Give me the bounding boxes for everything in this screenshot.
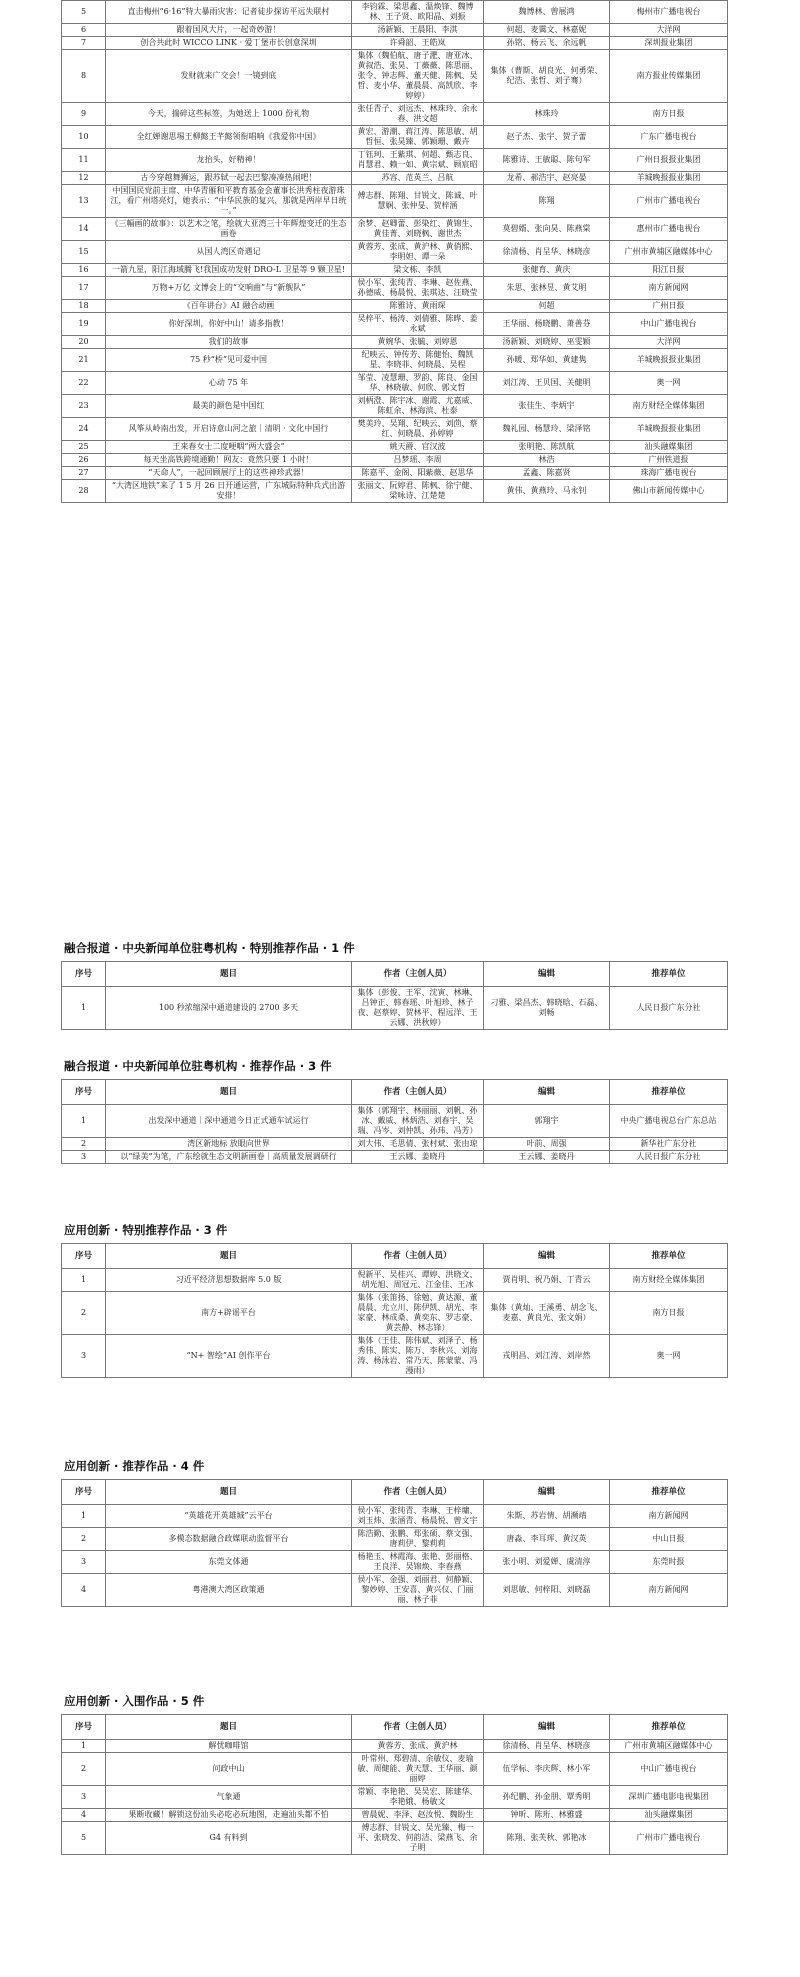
cell-title: 习近平经济思想数据库 5.0 版 <box>106 1269 352 1292</box>
cell-title: 中国国民党前主席、中华青雁和平教育基金会董事长洪秀柱夜游珠江，看广州塔亮灯，她表示：“中华民族的复兴，那就是两岸早日统一。” <box>106 185 352 218</box>
cell-author: 姚天爵、官汉波 <box>352 441 484 454</box>
cell-unit: 南方财经全媒体集团 <box>610 1269 728 1292</box>
table-row <box>62 126 728 149</box>
cell-author: 侯小军、张纯青、李琳、赵佐燕、孙德威、杨晨悦、张琪达、汪晓莹 <box>352 277 484 300</box>
table-row <box>62 1753 728 1786</box>
cell-editor: 孙铭、杨云飞、余远帆 <box>484 37 610 50</box>
cell-author: 张任青子、刘远杰、林珠玲、余永春、洪文超 <box>352 103 484 126</box>
cell-title: 我们的故事 <box>106 336 352 349</box>
cell-author: 陈嘉平、金阁、阳紫薇、赵思华 <box>352 467 484 480</box>
cell-author: 叶常州、郑碧清、余敏仪、麦瑜敏、周健能、黄天慧、王华丽、颜丽婷 <box>352 1753 484 1786</box>
table-row <box>62 1505 728 1528</box>
cell-title: 湾区新地标 放眼向世界 <box>106 1138 352 1151</box>
cell-editor: 张佳生、李炳宇 <box>484 395 610 418</box>
column-header: 序号 <box>62 962 106 987</box>
section-title: 融合报道 · 中央新闻单位驻粤机构 · 推荐作品 · 3 件 <box>64 1059 332 1073</box>
table-row <box>62 1151 728 1164</box>
cell-number: 4 <box>62 1574 106 1607</box>
section-title: 应用创新 · 特别推荐作品 · 3 件 <box>64 1223 228 1237</box>
section-title: 应用创新 · 推荐作品 · 4 件 <box>64 1459 205 1473</box>
table-row <box>62 24 728 37</box>
table-header-row <box>62 1480 728 1505</box>
cell-title: 今天，揣碎这些标签，为她送上 1000 份礼物 <box>106 103 352 126</box>
cell-editor: 孟鑫、陈嘉贤 <box>484 467 610 480</box>
column-header: 推荐单位 <box>610 1080 728 1105</box>
cell-editor: 黄伟、黄燕玲、马永钊 <box>484 480 610 503</box>
cell-editor: 唐淼、李耳珲、黄汉英 <box>484 1528 610 1551</box>
table-row <box>62 349 728 372</box>
cell-unit: 人民日报广东分社 <box>610 1151 728 1164</box>
cell-unit: 广州市黄埔区融媒体中心 <box>610 241 728 264</box>
cell-editor: 何超、麦霭文、林嘉妮 <box>484 24 610 37</box>
cell-unit: 大洋网 <box>610 336 728 349</box>
table-row <box>62 1786 728 1809</box>
cell-author: 纪映云、钟传芳、陈健怡、魏凯星、李晓菲、何晓晨、吴程 <box>352 349 484 372</box>
cell-number: 12 <box>62 172 106 185</box>
cell-title: 100 秒浓缩深中通道建设的 2700 多天 <box>106 987 352 1030</box>
cell-unit: 广州日报 <box>610 300 728 313</box>
table-row <box>62 1551 728 1574</box>
cell-number: 17 <box>62 277 106 300</box>
column-header: 编辑 <box>484 1715 610 1740</box>
cell-unit: 广东广播电视台 <box>610 126 728 149</box>
cell-editor: 林浩 <box>484 454 610 467</box>
cell-number: 13 <box>62 185 106 218</box>
cell-editor: 郭翔宇 <box>484 1105 610 1138</box>
cell-number: 11 <box>62 149 106 172</box>
cell-author: 许舜韶、王皓岚 <box>352 37 484 50</box>
cell-editor: 莫碧婿、张向昊、陈燕棠 <box>484 218 610 241</box>
cell-unit: 中山广播电视台 <box>610 1753 728 1786</box>
cell-unit: 汕头融媒集团 <box>610 1809 728 1822</box>
cell-editor: 朱思、张林昱、黄艾明 <box>484 277 610 300</box>
cell-number: 26 <box>62 454 106 467</box>
column-header: 作者（主创人员） <box>352 1715 484 1740</box>
cell-author: 集体（张笛扬、徐勉、黄达源、董晨晨、尤立川、陈伊凯、胡光、李家豪、林成桑、黄奕东、罗志豪、黄芸静、林志锋） <box>352 1292 484 1335</box>
cell-author: 丁钰珂、王紫琪、何超、甄志良、肖慧君、赖一如、黄宗斌、顾宸昭 <box>352 149 484 172</box>
cell-title: 直击梅州“6·16”特大暴雨灾害：记者徒步探访平远失联村 <box>106 1 352 24</box>
table-row <box>62 336 728 349</box>
cell-number: 1 <box>62 987 106 1030</box>
column-header: 序号 <box>62 1244 106 1269</box>
cell-editor: 戎明昌、刘江涛、刘岸然 <box>484 1335 610 1378</box>
cell-unit: 中山日报 <box>610 1528 728 1551</box>
cell-title: 以“绿美”为笔，广东绘就生态文明新画卷｜高质量发展调研行 <box>106 1151 352 1164</box>
cell-number: 1 <box>62 1505 106 1528</box>
table-row <box>62 418 728 441</box>
cell-title: G4 有料到 <box>106 1822 352 1855</box>
cell-unit: 广州市黄埔区融媒体中心 <box>610 1740 728 1753</box>
table-row <box>62 1822 728 1855</box>
cell-author: 侯小军、张纯青、李琳、王梓墉、刘玉炜、张涵青、杨晨悦、曾文宇 <box>352 1505 484 1528</box>
cell-unit: 阳江日报 <box>610 264 728 277</box>
cell-unit: 羊城晚报报业集团 <box>610 349 728 372</box>
cell-title: 东莞文体通 <box>106 1551 352 1574</box>
cell-number: 4 <box>62 1809 106 1822</box>
cell-editor: 陈雅诗、王敏聪、陈句军 <box>484 149 610 172</box>
table-row <box>62 467 728 480</box>
cell-editor: 何超 <box>484 300 610 313</box>
cell-unit: 珠海广播电视台 <box>610 467 728 480</box>
cell-number: 27 <box>62 467 106 480</box>
table-row <box>62 277 728 300</box>
cell-editor: 徐清杨、肖呈华、林晓彦 <box>484 241 610 264</box>
cell-editor: 孙暖、郑华如、黄建隽 <box>484 349 610 372</box>
cell-author: 汤新颖、王晨阳、李淇 <box>352 24 484 37</box>
table-row <box>62 1574 728 1607</box>
cell-unit: 梅州市广播电视台 <box>610 1 728 24</box>
cell-unit: 南方报业传媒集团 <box>610 50 728 103</box>
cell-author: 李钧霖、梁思鑫、温焕锋、魏博林、王子贤、欧阳晶、刘振 <box>352 1 484 24</box>
cell-unit: 广州日报报业集团 <box>610 149 728 172</box>
cell-author: 黄婉华、张毓、刘婷恩 <box>352 336 484 349</box>
section-table <box>61 1714 728 1855</box>
cell-editor: 徐清杨、肖呈华、林晓彦 <box>484 1740 610 1753</box>
cell-author: 集体（郭翔宇、林丽丽、刘帆、孙冰、戴威、林炳浩、刘春宇、吴瑞、冯岑、刘仲凯、孙玮、冯芳） <box>352 1105 484 1138</box>
cell-editor: 赵子杰、张宇、贺子蕾 <box>484 126 610 149</box>
cell-author: 王云娜、姜晓丹 <box>352 1151 484 1164</box>
cell-number: 9 <box>62 103 106 126</box>
cell-author: 刘柄澄、陈宇冰、谢霞、尤嘉威、陈虹余、林海滨、杜泰 <box>352 395 484 418</box>
table-row <box>62 149 728 172</box>
cell-title: “天命人”，一起回顾展厅上的这些神珍武器！ <box>106 467 352 480</box>
cell-editor: 林珠玲 <box>484 103 610 126</box>
table-row <box>62 300 728 313</box>
column-header: 编辑 <box>484 1080 610 1105</box>
cell-unit: 南方日报 <box>610 103 728 126</box>
cell-number: 19 <box>62 313 106 336</box>
cell-title: 多模态数据融合政媒联动监督平台 <box>106 1528 352 1551</box>
cell-title: 龙抬头，好精神！ <box>106 149 352 172</box>
cell-author: 集体（彭俊、王军、沈寅、林琳、吕钟正、韩春瑶、叶旭珍、林子夜、赵蔡婷、贺林平、程远洋、王云娜、洪秋婷） <box>352 987 484 1030</box>
cell-editor: 朱斯、苏岩情、胡濒靖 <box>484 1505 610 1528</box>
column-header: 推荐单位 <box>610 1715 728 1740</box>
cell-number: 3 <box>62 1151 106 1164</box>
cell-title: 气象通 <box>106 1786 352 1809</box>
cell-editor: 张小明、刘爱婵、虞清淳 <box>484 1551 610 1574</box>
table-row <box>62 441 728 454</box>
cell-unit: 奥一网 <box>610 1335 728 1378</box>
cell-unit: 广州市广播电视台 <box>610 1822 728 1855</box>
section-table <box>61 1079 728 1164</box>
cell-number: 3 <box>62 1786 106 1809</box>
table-header-row <box>62 1244 728 1269</box>
cell-number: 2 <box>62 1138 106 1151</box>
cell-number: 6 <box>62 24 106 37</box>
table-row <box>62 480 728 503</box>
cell-unit: 深圳广播电影电视集团 <box>610 1786 728 1809</box>
section-title: 融合报道 · 中央新闻单位驻粤机构 · 特别推荐作品 · 1 件 <box>64 941 355 955</box>
cell-number: 28 <box>62 480 106 503</box>
cell-author: 集体（魏伯航、唐子淝、唐亚冰、黄叙浩、张昊、丁薇薇、陈思丽、张令、钟志辉、董天健、陈枫、吴哲、麦小华、董晨晨、高凯欣、李婷婷） <box>352 50 484 103</box>
cell-author: 张丽文、阮婷君、陈枫、徐宁健、梁咏诗、江楚楚 <box>352 480 484 503</box>
cell-unit: 中山广播电视台 <box>610 313 728 336</box>
cell-title: 风筝从岭南出发，开启诗意山河之旅｜清明 · 文化中国行 <box>106 418 352 441</box>
section-table <box>61 961 728 1030</box>
cell-editor: 王云娜、姜晓丹 <box>484 1151 610 1164</box>
cell-title: 心动 75 年 <box>106 372 352 395</box>
table-row <box>62 1528 728 1551</box>
cell-unit: 惠州市广播电视台 <box>610 218 728 241</box>
cell-editor: 魏礼园、杨慧玲、梁泽铭 <box>484 418 610 441</box>
table-row <box>62 241 728 264</box>
cell-unit: 佛山市新闻传媒中心 <box>610 480 728 503</box>
table-row <box>62 37 728 50</box>
cell-unit: 汕头融媒集团 <box>610 441 728 454</box>
column-header: 推荐单位 <box>610 1244 728 1269</box>
table-row <box>62 218 728 241</box>
cell-unit: 南方新闻网 <box>610 1574 728 1607</box>
cell-author: 陈雅诗、黄雨琛 <box>352 300 484 313</box>
column-header: 序号 <box>62 1080 106 1105</box>
cell-title: 《三幅画的故事》：以艺术之笔，绘就大亚湾三十年辉煌变迁的生态画卷 <box>106 218 352 241</box>
cell-number: 1 <box>62 1105 106 1138</box>
cell-number: 22 <box>62 372 106 395</box>
cell-number: 5 <box>62 1822 106 1855</box>
cell-unit: 人民日报广东分社 <box>610 987 728 1030</box>
cell-unit: 羊城晚报报业集团 <box>610 172 728 185</box>
cell-title: 全红婵谢思埸王柳懿王芊懿领衔唱响《我爱你中国》 <box>106 126 352 149</box>
cell-editor: 汤新颖、刘晓婷、巫雯颖 <box>484 336 610 349</box>
cell-number: 8 <box>62 50 106 103</box>
column-header: 题目 <box>106 1080 352 1105</box>
cell-number: 1 <box>62 1269 106 1292</box>
cell-editor: 刘思敏、何梓阳、刘晓磊 <box>484 1574 610 1607</box>
cell-number: 23 <box>62 395 106 418</box>
cell-number: 16 <box>62 264 106 277</box>
top-table-body <box>62 1 728 503</box>
cell-unit: 南方财经全媒体集团 <box>610 395 728 418</box>
column-header: 题目 <box>106 1715 352 1740</box>
cell-number: 3 <box>62 1551 106 1574</box>
table-header-row <box>62 962 728 987</box>
cell-editor: 伍学标、李庆辉、林小军 <box>484 1753 610 1786</box>
table-row <box>62 395 728 418</box>
cell-unit: 中央广播电视总台广东总站 <box>610 1105 728 1138</box>
cell-author: 梁文栋、李凯 <box>352 264 484 277</box>
cell-author: 黄宏、游潮、蒋江涛、陈思敏、胡哲恒、张昊臻、郭颖珊、戴卉 <box>352 126 484 149</box>
section-table <box>61 1243 728 1378</box>
cell-author: 吴梓平、杨涛、刘倩雅、陈晔、姜永斌 <box>352 313 484 336</box>
cell-author: 余梦、赵卿蕾、彭染红、黄锦生、黄佳菁、刘晓枫、谢世杰 <box>352 218 484 241</box>
cell-number: 20 <box>62 336 106 349</box>
cell-title: 万物+万亿 文博会上的“交响曲”与“新舰队” <box>106 277 352 300</box>
cell-unit: 羊城晚报报业集团 <box>610 418 728 441</box>
cell-title: 果断收藏！解锁这份汕头必吃必玩地图，走遍汕头都不怕 <box>106 1809 352 1822</box>
column-header: 作者（主创人员） <box>352 1244 484 1269</box>
cell-unit: 南方新闻网 <box>610 277 728 300</box>
cell-author: 樊美玲、吴翔、纪映云、刘茴、蔡红、何晓晨、孙婷婷 <box>352 418 484 441</box>
cell-author: 常颖、李艳艳、吴吴宏、陈建华、李艳娥、杨敏文 <box>352 1786 484 1809</box>
cell-author: 傅志群、陈翔、甘锐文、陈诚、叶慧娴、张仲旻、贺梓涵 <box>352 185 484 218</box>
cell-editor: 刁雅、梁昌杰、韩晓晗、石磊、刘畅 <box>484 987 610 1030</box>
column-header: 推荐单位 <box>610 962 728 987</box>
cell-title: 解忧咖啡馆 <box>106 1740 352 1753</box>
cell-editor: 陈翔、张芙秋、郭艳冰 <box>484 1822 610 1855</box>
cell-title: 粤港澳大湾区政策通 <box>106 1574 352 1607</box>
cell-unit: 广州市广播电视台 <box>610 185 728 218</box>
table-row <box>62 1335 728 1378</box>
cell-title: “N+ 智绘”AI 创作平台 <box>106 1335 352 1378</box>
cell-number: 14 <box>62 218 106 241</box>
cell-author: 侯小军、金强、刘丽君、何静颖、黎妙婷、王安喜、黄兴仪、门丽丽、林子菲 <box>352 1574 484 1607</box>
cell-title: “大湾区地铁”来了 1 5 月 26 日开通运营，广东城际特种兵式出游安排！ <box>106 480 352 503</box>
column-header: 题目 <box>106 1244 352 1269</box>
cell-author: 集体（王佳、陈伟斌、刘泽子、杨秀伟、陈实、陈万、李秋兴、刘海涛、杨泳岩、常乃天、陈蒙蒙、冯漫雨） <box>352 1335 484 1378</box>
section-table-body <box>62 1740 728 1855</box>
cell-author: 倪新平、吴桂兴、谭婷、洪晓文、胡光旭、周冠元、江金佳、王冰 <box>352 1269 484 1292</box>
cell-editor: 钟昕、陈珩、林雅盛 <box>484 1809 610 1822</box>
cell-title: 最美的颜色是中国红 <box>106 395 352 418</box>
cell-title: 《百年讲台》AI 融合动画 <box>106 300 352 313</box>
cell-author: 刘大伟、毛思倩、张村斌、张由琼 <box>352 1138 484 1151</box>
cell-editor: 张明艳、陈凯航 <box>484 441 610 454</box>
cell-editor: 集体（黄灿、王溪勇、胡念飞、麦嘉、黄良光、张文娟） <box>484 1292 610 1335</box>
cell-author: 傅志群、甘锐文、吴光臻、梅一平、张晓发、何韵洁、梁燕飞、余子明 <box>352 1822 484 1855</box>
cell-title: 创合共此时 WICCO LINK · 爱丁堡市长创意深圳 <box>106 37 352 50</box>
cell-author: 黄蓉芳、张成、黄沪林、黄俏熙、李明妲、谭一朵 <box>352 241 484 264</box>
column-header: 编辑 <box>484 1244 610 1269</box>
column-header: 序号 <box>62 1715 106 1740</box>
column-header: 题目 <box>106 1480 352 1505</box>
cell-title: 古今穿越舞狮运，跟苏轼一起去巴黎凑凑热闹吧！ <box>106 172 352 185</box>
cell-title: 一箭九星，阳江海域腾飞!我国成功发射 DRO-L 卫星等 9 颗卫星! <box>106 264 352 277</box>
column-header: 编辑 <box>484 962 610 987</box>
cell-title: 发财就来广交会！一镜到底 <box>106 50 352 103</box>
section-title: 应用创新 · 入围作品 · 5 件 <box>64 1694 205 1708</box>
cell-unit: 南方新闻网 <box>610 1505 728 1528</box>
table-row <box>62 313 728 336</box>
cell-unit: 南方日报 <box>610 1292 728 1335</box>
table-row <box>62 1138 728 1151</box>
cell-unit: 东莞时报 <box>610 1551 728 1574</box>
cell-editor: 陈翔 <box>484 185 610 218</box>
section-table <box>61 1479 728 1607</box>
column-header: 作者（主创人员） <box>352 962 484 987</box>
table-row <box>62 1292 728 1335</box>
table-row <box>62 1 728 24</box>
cell-number: 2 <box>62 1528 106 1551</box>
table-header-row <box>62 1080 728 1105</box>
cell-title: 你好深圳，你好中山！请多指教！ <box>106 313 352 336</box>
cell-author: 陈浩勤、张鹏、郑张硕、蔡文强、唐莉伊、黎莉莉 <box>352 1528 484 1551</box>
cell-unit: 新华社广东分社 <box>610 1138 728 1151</box>
cell-number: 21 <box>62 349 106 372</box>
column-header: 序号 <box>62 1480 106 1505</box>
cell-number: 1 <box>62 1740 106 1753</box>
cell-title: “英雄花开英雄城”云平台 <box>106 1505 352 1528</box>
cell-number: 3 <box>62 1335 106 1378</box>
table-row <box>62 50 728 103</box>
cell-author: 黄蓉芳、张成、黄沪林 <box>352 1740 484 1753</box>
cell-author: 杨艳玉、林霞海、张艳、彭丽格、王良洋、吴锦焕、李春燕 <box>352 1551 484 1574</box>
cell-author: 吕梦瑶、李周 <box>352 454 484 467</box>
cell-editor: 叶前、周强 <box>484 1138 610 1151</box>
table-row <box>62 1105 728 1138</box>
cell-number: 2 <box>62 1292 106 1335</box>
cell-editor: 贾肖明、祝乃娟、丁青云 <box>484 1269 610 1292</box>
cell-title: 问政中山 <box>106 1753 352 1786</box>
cell-title: 从国人湾区奇遇记 <box>106 241 352 264</box>
section-table-body <box>62 987 728 1030</box>
table-row <box>62 1809 728 1822</box>
cell-editor: 孙纪鹏、孙金朋、覃秀明 <box>484 1786 610 1809</box>
table-header-row <box>62 1715 728 1740</box>
column-header: 题目 <box>106 962 352 987</box>
cell-title: 跟着国风大片，一起奇妙游！ <box>106 24 352 37</box>
cell-author: 邹莹、凌慧珊、罗韵、陈良、金国华、林晓敏、何欣、郭文哲 <box>352 372 484 395</box>
table-row <box>62 987 728 1030</box>
cell-author: 曾晨妮、李泽、赵汝悦、魏盼生 <box>352 1809 484 1822</box>
table-row <box>62 172 728 185</box>
cell-editor: 魏博林、曾展鸿 <box>484 1 610 24</box>
table-row <box>62 103 728 126</box>
cell-title: 南方+辟谣平台 <box>106 1292 352 1335</box>
cell-unit: 广州铁道报 <box>610 454 728 467</box>
cell-title: 王来春女士二度哽咽“两大盛会” <box>106 441 352 454</box>
cell-title: 出发深中通道｜深中通道今日正式通车试运行 <box>106 1105 352 1138</box>
cell-number: 24 <box>62 418 106 441</box>
top-table <box>61 0 728 503</box>
section-table-body <box>62 1505 728 1607</box>
column-header: 推荐单位 <box>610 1480 728 1505</box>
cell-number: 25 <box>62 441 106 454</box>
section-table-body <box>62 1105 728 1164</box>
cell-editor: 王华丽、杨晓鹏、萧善芬 <box>484 313 610 336</box>
cell-unit: 大洋网 <box>610 24 728 37</box>
cell-number: 10 <box>62 126 106 149</box>
column-header: 编辑 <box>484 1480 610 1505</box>
cell-number: 18 <box>62 300 106 313</box>
table-row <box>62 454 728 467</box>
cell-editor: 龙希、郝浩宇、赵亮晏 <box>484 172 610 185</box>
cell-title: 每天坐高铁跨境通勤！网友：竟然只要 1 小时！ <box>106 454 352 467</box>
table-row <box>62 185 728 218</box>
cell-number: 7 <box>62 37 106 50</box>
cell-number: 15 <box>62 241 106 264</box>
cell-unit: 奥一网 <box>610 372 728 395</box>
cell-title: 75 秒“桥”见可爱中国 <box>106 349 352 372</box>
cell-number: 2 <box>62 1753 106 1786</box>
table-row <box>62 264 728 277</box>
cell-number: 5 <box>62 1 106 24</box>
column-header: 作者（主创人员） <box>352 1480 484 1505</box>
table-row <box>62 372 728 395</box>
cell-unit: 深圳报业集团 <box>610 37 728 50</box>
section-table-body <box>62 1269 728 1378</box>
cell-editor: 集体（曹斯、胡良光、何勇荣、纪浩、张哲、刘子骞） <box>484 50 610 103</box>
column-header: 作者（主创人员） <box>352 1080 484 1105</box>
cell-editor: 张健育、黄庆 <box>484 264 610 277</box>
table-row <box>62 1269 728 1292</box>
cell-editor: 刘江涛、王贝国、关健明 <box>484 372 610 395</box>
cell-author: 苏容、范英兰、吕航 <box>352 172 484 185</box>
table-row <box>62 1740 728 1753</box>
